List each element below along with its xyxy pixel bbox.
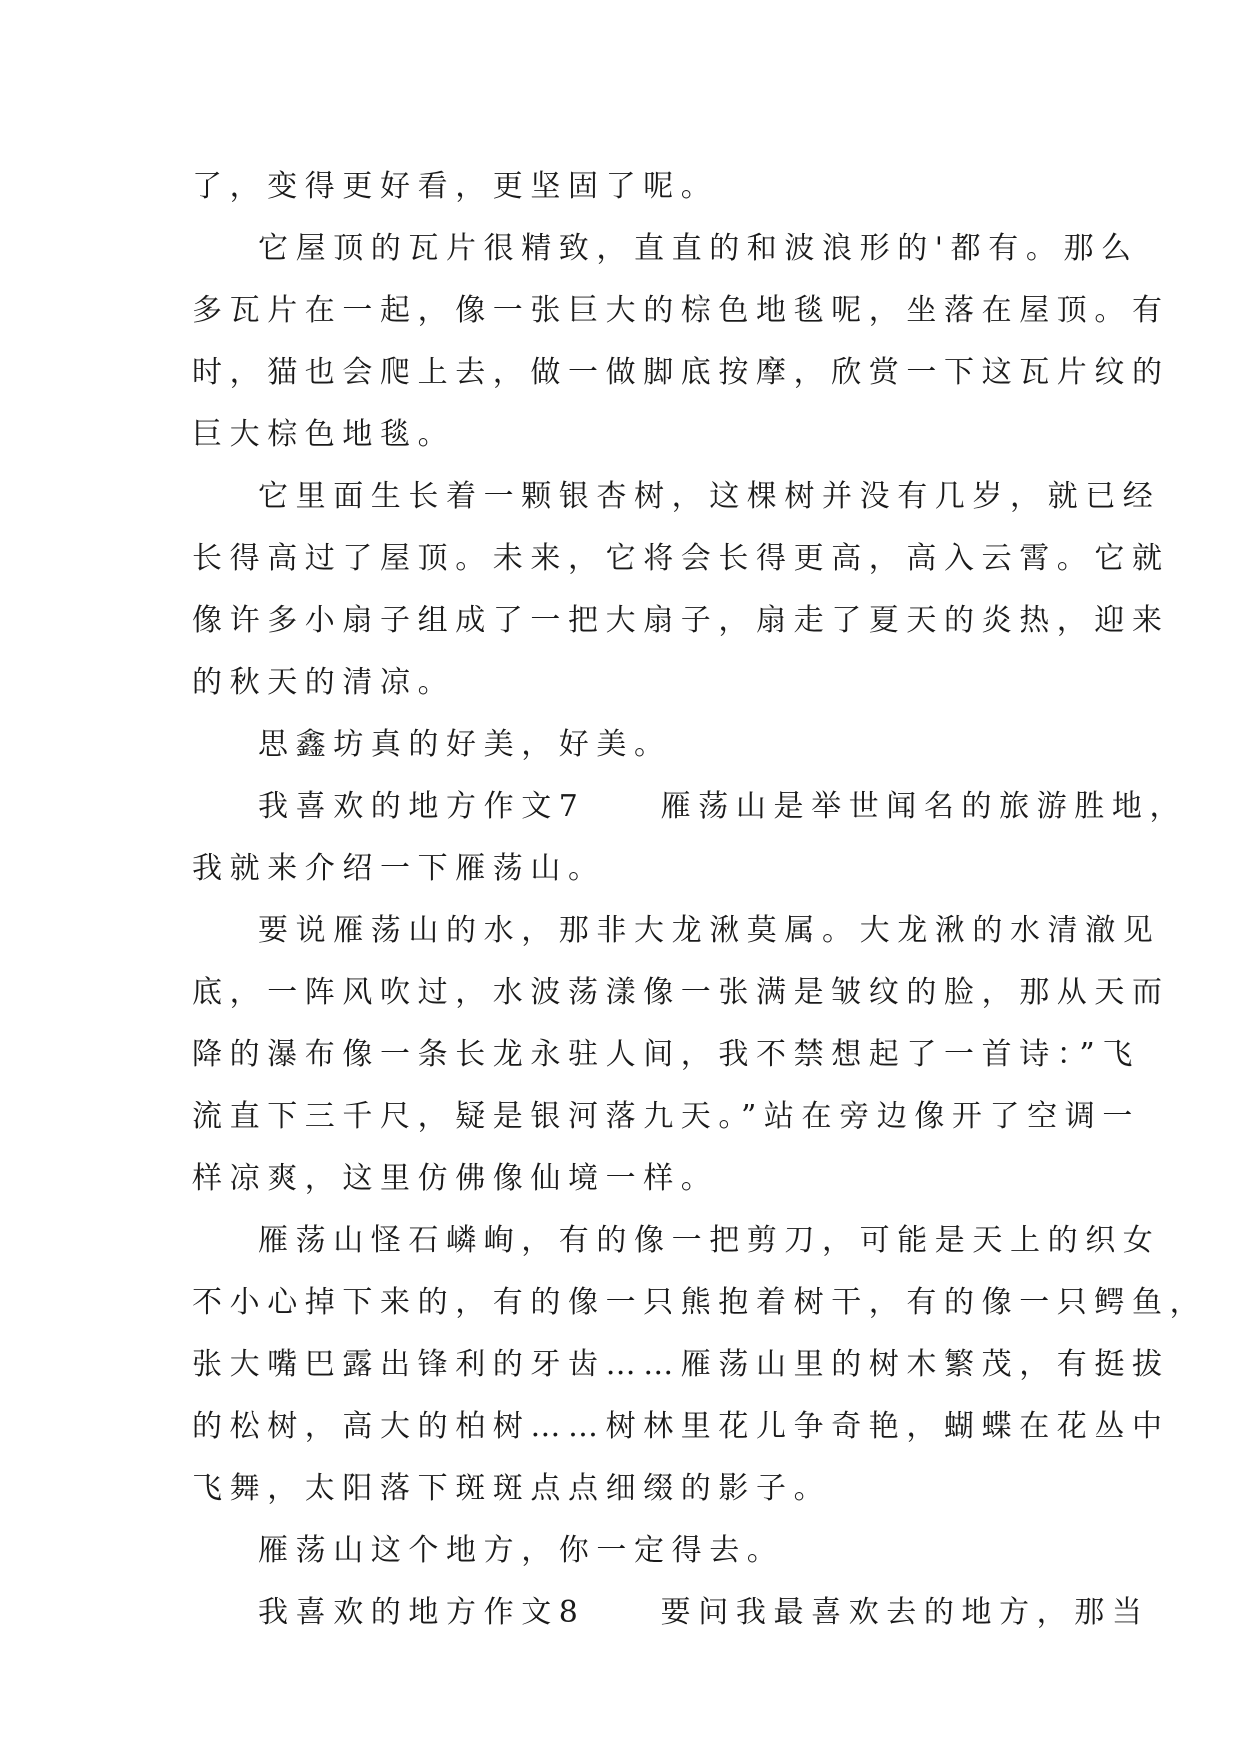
paragraph-start-line: 思鑫坊真的好美，好美。 [258,727,672,762]
text-line: 的秋天的清凉。 [192,665,456,700]
paragraph-start-line: 它屋顶的瓦片很精致，直直的和波浪形的'都有。那么 [258,231,1139,266]
text-line: 我就来介绍一下雁荡山。 [192,851,606,886]
paragraph-start-line: 雁荡山怪石嶙峋，有的像一把剪刀，可能是天上的织女 [258,1223,1161,1258]
text-line: 巨大棕色地毯。 [192,417,456,452]
essay-heading-line: 我喜欢的地方作文8 要问我最喜欢去的地方，那当 [258,1595,1150,1630]
text-line: 不小心掉下来的，有的像一只熊抱着树干，有的像一只鳄鱼， [192,1285,1208,1320]
text-line: 了，变得更好看，更坚固了呢。 [192,169,719,204]
text-line: 降的瀑布像一条长龙永驻人间，我不禁想起了一首诗：”飞 [192,1037,1140,1072]
text-line: 多瓦片在一起，像一张巨大的棕色地毯呢，坐落在屋顶。有 [192,293,1170,328]
text-line: 飞舞，太阳落下斑斑点点细缀的影子。 [192,1471,832,1506]
text-line: 样凉爽，这里仿佛像仙境一样。 [192,1161,719,1196]
text-line: 时，猫也会爬上去，做一做脚底按摩，欣赏一下这瓦片纹的 [192,355,1170,390]
document-page [192,156,1208,1644]
text-line: 底，一阵风吹过，水波荡漾像一张满是皱纹的脸，那从天而 [192,975,1170,1010]
paragraph-start-line: 要说雁荡山的水，那非大龙湫莫属。大龙湫的水清澈见 [258,913,1161,948]
text-line: 流直下三千尺，疑是银河落九天。”站在旁边像开了空调一 [192,1099,1140,1134]
paragraph-start-line: 雁荡山这个地方，你一定得去。 [258,1533,785,1568]
text-line: 长得高过了屋顶。未来，它将会长得更高，高入云霄。它就 [192,541,1170,576]
text-line: 像许多小扇子组成了一把大扇子，扇走了夏天的炎热，迎来 [192,603,1170,638]
essay-heading-line: 我喜欢的地方作文7 雁荡山是举世闻名的旅游胜地， [258,789,1188,824]
text-line: 的松树，高大的柏树……树林里花儿争奇艳，蝴蝶在花丛中 [192,1409,1170,1444]
paragraph-start-line: 它里面生长着一颗银杏树，这棵树并没有几岁，就已经 [258,479,1161,514]
text-line: 张大嘴巴露出锋利的牙齿……雁荡山里的树木繁茂，有挺拔 [192,1347,1170,1382]
